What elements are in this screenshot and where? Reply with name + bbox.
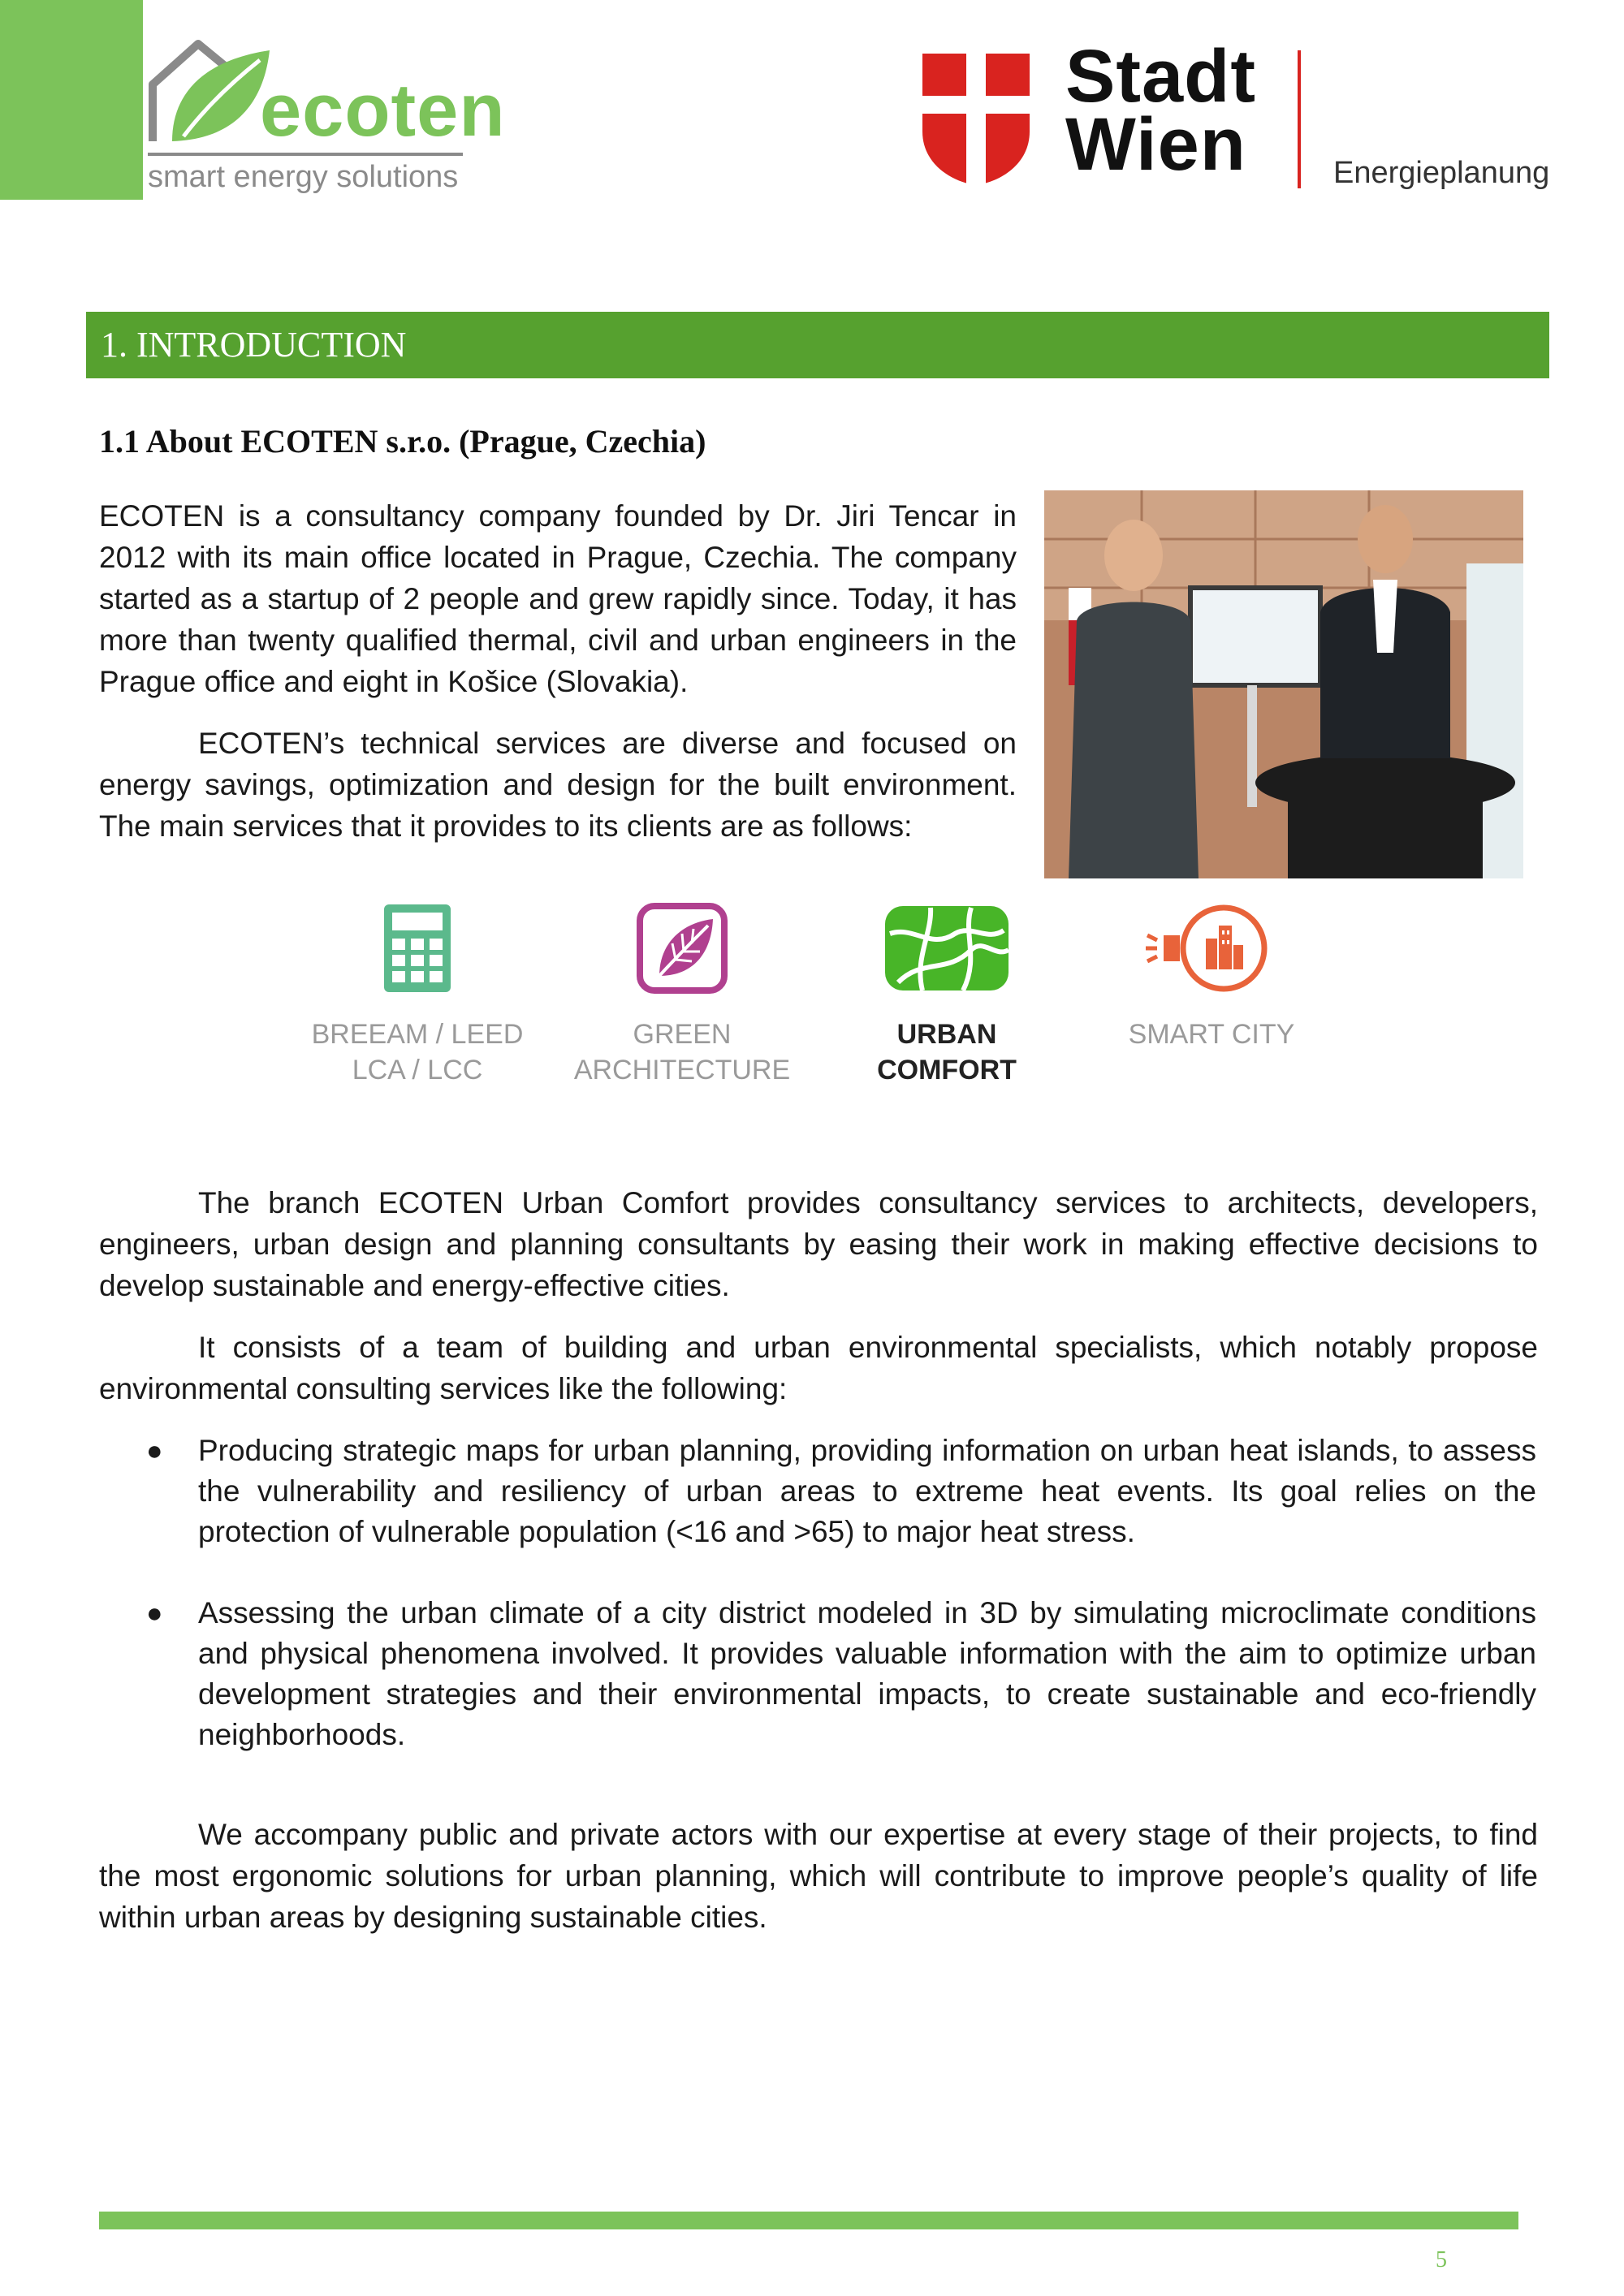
team-photo <box>1044 490 1523 878</box>
subsection-title: 1.1 About ECOTEN s.r.o. (Prague, Czechia) <box>99 423 706 460</box>
bullet-dot: ● <box>146 1598 163 1629</box>
service-label: URBAN COMFORT <box>877 1019 1017 1085</box>
leaf-icon <box>635 901 729 995</box>
body-paragraph-1: The branch ECOTEN Urban Comfort provides consultancy services to architects, developers, engineers, urban design and planning consultants by easing their work in making effective decisions to develop sustainable and energy-effective cities. <box>99 1186 1538 1302</box>
urban-map-icon <box>882 901 1012 995</box>
service-breeam-leed <box>296 901 539 1088</box>
logo-wordmark: ecoten <box>260 69 506 152</box>
header-green-block <box>0 0 143 200</box>
city-line-2: Wien <box>1065 103 1246 186</box>
city-line-1: Stadt <box>1065 35 1256 118</box>
ecoten-logo-icon <box>148 36 278 149</box>
footer-bar <box>99 2212 1518 2229</box>
bullet-dot: ● <box>146 1435 163 1466</box>
bullet-item <box>146 1431 1536 1552</box>
service-green-architecture <box>560 901 804 1088</box>
logo-divider <box>148 153 463 156</box>
city-wordmark <box>1065 35 1256 186</box>
service-label: BREEAM / LEED LCA / LCC <box>311 1019 524 1085</box>
calculator-icon <box>381 901 454 995</box>
bullet-item <box>146 1593 1536 1755</box>
body-paragraph-2: It consists of a team of building and urban environmental specialists, which notably propose environmental consulting services like the following: <box>99 1331 1538 1405</box>
service-label: GREEN ARCHITECTURE <box>573 1019 791 1085</box>
services-bullet-list <box>146 1431 1536 1796</box>
city-bulb-icon <box>1142 901 1281 995</box>
bullet-text: Producing strategic maps for urban planning, providing information on urban heat islands, to assess the vulnerability and resiliency of urban areas to extreme heat events. Its goal relies on the protection of vulnerable population (<16 and >65) to major heat stress. <box>198 1434 1536 1548</box>
vienna-shield-icon <box>919 50 1033 188</box>
section-title: 1. INTRODUCTION <box>101 325 407 365</box>
body-paragraph-3: We accompany public and private actors with our expertise at every stage of their projects, to find the most ergonomic solutions for urban planning, which will contribute to improve people’s quality of life within urban areas by designing sustainable cities. <box>99 1818 1538 1934</box>
wien-divider <box>1298 50 1301 188</box>
bullet-text: Assessing the urban climate of a city district modeled in 3D by simulating microclimate conditions and physical phenomena involved. It provides valuable information with the aim to optimize urban development strategies and their environmental impacts, to create sustainable and eco-friendly neighborhoods. <box>198 1596 1536 1751</box>
intro-paragraph-2: ECOTEN’s technical services are diverse and focused on energy savings, optimization and design for the built environment. The main services that it provides to its clients are as follows: <box>99 727 1017 843</box>
department-name: Energieplanung <box>1333 156 1550 190</box>
intro-paragraph-1: ECOTEN is a consultancy company founded by Dr. Jiri Tencar in 2012 with its main office located in Prague, Czechia. The company started as a startup of 2 people and grew rapidly since. Today, it has more than twenty qualified thermal, civil and urban engineers in the Prague office and eight in Košice (Slovakia). <box>99 499 1017 698</box>
service-smart-city <box>1090 901 1333 1052</box>
logo-tagline: smart energy solutions <box>148 160 459 194</box>
service-label: SMART CITY <box>1128 1019 1295 1050</box>
page-number: 5 <box>1436 2247 1447 2272</box>
service-urban-comfort <box>825 901 1069 1088</box>
